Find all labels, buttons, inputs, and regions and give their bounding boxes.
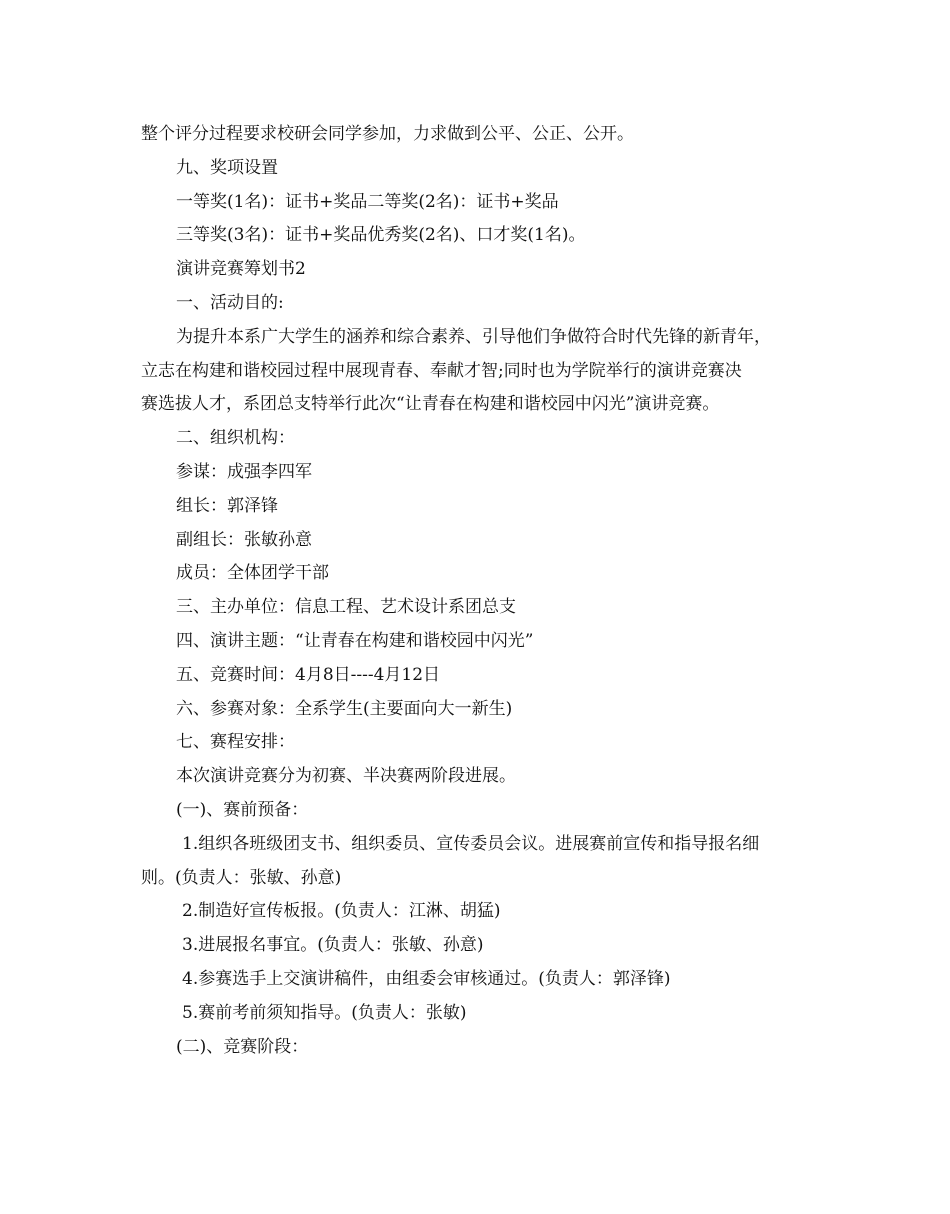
list-item: 4.参赛选手上交演讲稿件，由组委会审核通过。(负责人：郭泽锋) bbox=[182, 968, 671, 989]
text-line: 组长：郭泽锋 bbox=[176, 495, 278, 516]
section-heading-theme: 四、演讲主题：“让青春在构建和谐校园中闪光” bbox=[176, 630, 534, 651]
list-item: 3.进展报名事宜。(负责人：张敏、孙意) bbox=[182, 935, 484, 956]
subsection-heading-competition: (二)、竞赛阶段： bbox=[176, 1036, 309, 1057]
section-heading-schedule: 七、赛程安排： bbox=[176, 732, 295, 753]
text-line: 立志在构建和谐校园过程中展现青春、奉献才智;同时也为学院举行的演讲竞赛决 bbox=[141, 360, 742, 381]
list-item: 2.制造好宣传板报。(负责人：江淋、胡猛) bbox=[182, 901, 501, 922]
text-line: 一等奖(1名)：证书+奖品二等奖(2名)：证书+奖品 bbox=[176, 191, 559, 212]
text-line: 三等奖(3名)：证书+奖品优秀奖(2名)、口才奖(1名)。 bbox=[176, 225, 586, 246]
document-subtitle: 演讲竞赛筹划书2 bbox=[176, 259, 306, 280]
document-body bbox=[0, 118, 950, 1064]
text-line: 本次演讲竞赛分为初赛、半决赛两阶段进展。 bbox=[176, 766, 516, 787]
section-heading-participants: 六、参赛对象：全系学生(主要面向大一新生) bbox=[176, 698, 513, 719]
subsection-heading-preparation: (一)、赛前预备： bbox=[176, 799, 309, 820]
text-line: 则。(负责人：张敏、孙意) bbox=[141, 867, 342, 888]
section-heading-time: 五、竞赛时间：4月8日----4月12日 bbox=[176, 664, 441, 685]
list-item: 1.组织各班级团支书、组织委员、宣传委员会议。进展赛前宣传和指导报名细 bbox=[182, 833, 760, 854]
text-line: 副组长：张敏孙意 bbox=[176, 529, 312, 550]
text-line: 为提升本系广大学生的涵养和综合素养、引导他们争做符合时代先锋的新青年， bbox=[176, 326, 771, 347]
list-item: 5.赛前考前须知指导。(负责人：张敏) bbox=[182, 1002, 467, 1023]
section-heading-purpose: 一、活动目的: bbox=[176, 292, 284, 313]
text-line: 参谋：成强李四军 bbox=[176, 461, 312, 482]
section-heading-host: 三、主办单位：信息工程、艺术设计系团总支 bbox=[176, 597, 516, 618]
section-heading-awards: 九、奖项设置 bbox=[176, 157, 278, 178]
text-line: 赛选拔人才，系团总支特举行此次“让青春在构建和谐校园中闪光”演讲竞赛。 bbox=[141, 394, 720, 415]
text-line: 整个评分过程要求校研会同学参加，力求做到公平、公正、公开。 bbox=[141, 124, 634, 144]
section-heading-organization: 二、组织机构： bbox=[176, 428, 295, 449]
text-line: 成员：全体团学干部 bbox=[176, 563, 329, 584]
